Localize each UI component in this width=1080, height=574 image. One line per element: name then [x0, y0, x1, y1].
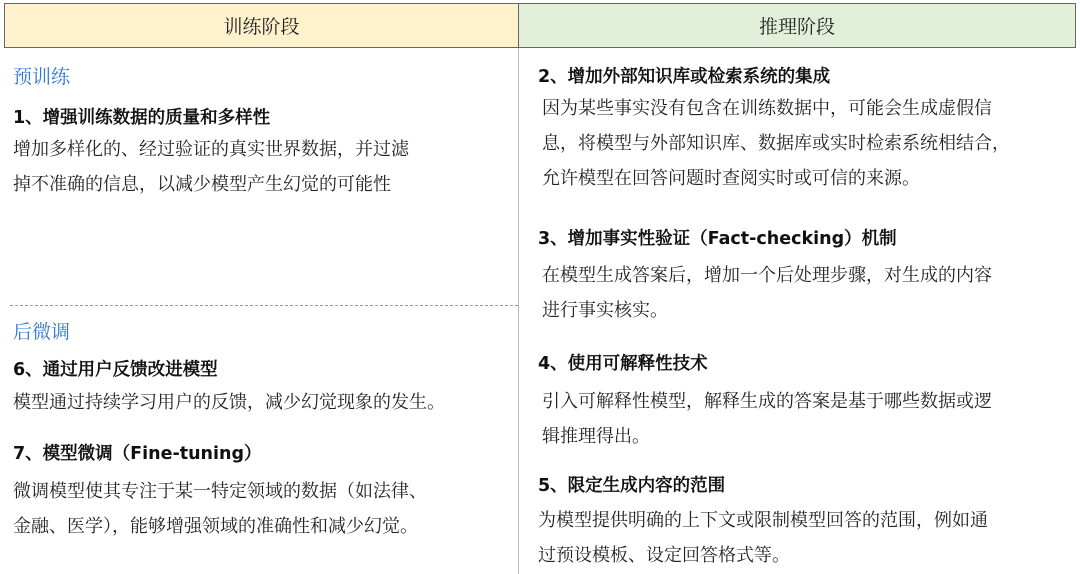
item-3-line: 在模型生成答案后，增加一个后处理步骤，对生成的内容	[542, 265, 992, 286]
item-3-body	[542, 258, 1078, 328]
item-6-line: 模型通过持续学习用户的反馈，减少幻觉现象的发生。	[13, 392, 445, 413]
item-2-line: 允许模型在回答问题时查阅实时或可信的来源。	[542, 168, 920, 189]
item-2-title: 2、增加外部知识库或检索系统的集成	[538, 67, 831, 87]
item-1-title: 1、增强训练数据的质量和多样性	[13, 108, 271, 128]
column-divider	[518, 48, 519, 574]
item-3-title: 3、增加事实性验证（Fact-checking）机制	[538, 229, 897, 249]
item-4-title: 4、使用可解释性技术	[538, 354, 708, 374]
item-2-body	[542, 91, 1078, 196]
item-5-line: 过预设模板、设定回答格式等。	[538, 545, 790, 566]
pretrain-section-label: 预训练	[13, 66, 71, 88]
item-4-body	[542, 384, 1078, 454]
item-7-line: 微调模型使其专注于某一特定领域的数据（如法律、	[13, 481, 427, 502]
item-7-body	[13, 474, 513, 544]
item-4-line: 引入可解释性模型，解释生成的答案是基于哪些数据或逻	[542, 391, 992, 412]
item-3-line: 进行事实核实。	[542, 300, 668, 321]
finetune-section-label: 后微调	[13, 321, 71, 343]
item-2-line: 因为某些事实没有包含在训练数据中，可能会生成虚假信	[542, 98, 992, 119]
item-7-title: 7、模型微调（Fine-tuning）	[13, 444, 262, 464]
item-6-body	[13, 385, 516, 420]
item-1-line: 掉不准确的信息，以减少模型产生幻觉的可能性	[13, 174, 391, 195]
item-1-body	[13, 132, 513, 202]
item-5-body	[538, 503, 1078, 573]
inference-stage-header: 推理阶段	[518, 3, 1076, 48]
section-divider	[10, 305, 518, 306]
item-1-line: 增加多样化的、经过验证的真实世界数据，并过滤	[13, 139, 409, 160]
item-7-line: 金融、医学），能够增强领域的准确性和减少幻觉。	[13, 516, 418, 537]
training-stage-header: 训练阶段	[4, 3, 519, 48]
item-6-title: 6、通过用户反馈改进模型	[13, 360, 218, 380]
item-4-line: 辑推理得出。	[542, 426, 650, 447]
item-2-line: 息，将模型与外部知识库、数据库或实时检索系统相结合，	[542, 133, 1010, 154]
item-5-title: 5、限定生成内容的范围	[538, 476, 726, 496]
item-5-line: 为模型提供明确的上下文或限制模型回答的范围，例如通	[538, 510, 988, 531]
